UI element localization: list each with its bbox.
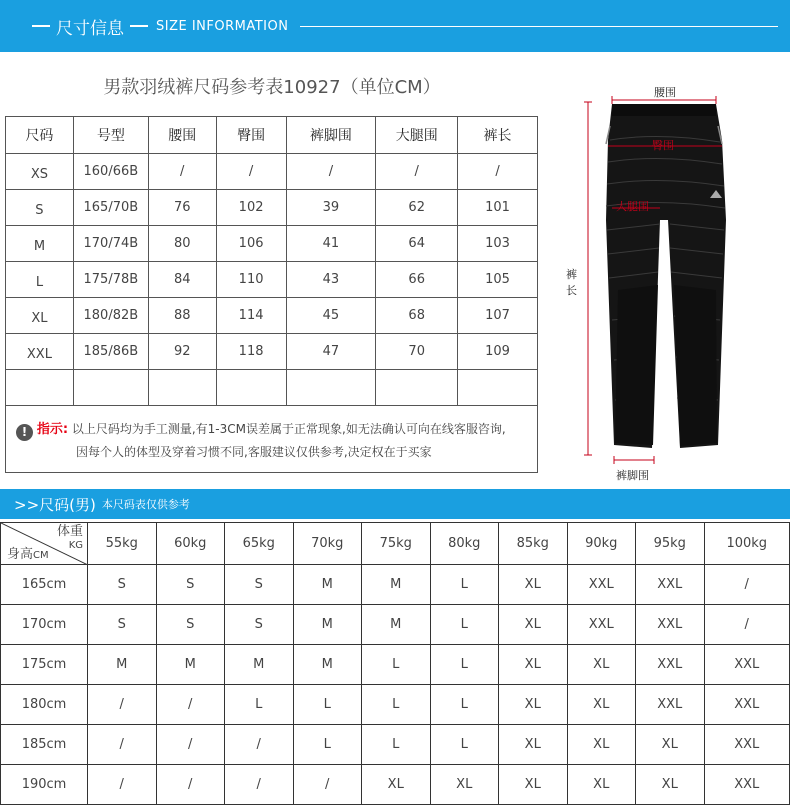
size-chart-cell: 43 xyxy=(286,262,376,298)
size-recommendation-cell: / xyxy=(293,765,362,805)
size-recommendation-cell: M xyxy=(225,645,294,685)
col-header: 臀围 xyxy=(216,117,286,154)
weight-header-cell: 90kg xyxy=(567,523,636,565)
size-recommendation-cell: XL xyxy=(499,725,568,765)
size-recommendation-cell: / xyxy=(88,685,157,725)
col-header: 号型 xyxy=(73,117,148,154)
size-recommendation-cell: S xyxy=(88,605,157,645)
size-recommendation-cell: XL xyxy=(567,725,636,765)
size-chart-cell: 102 xyxy=(216,190,286,226)
size-chart-cell: 70 xyxy=(376,334,458,370)
height-axis-label xyxy=(7,543,49,562)
size-chart-cell: 105 xyxy=(458,262,538,298)
header-dash-mid xyxy=(130,25,148,27)
size-chart-cell: 41 xyxy=(286,226,376,262)
size-recommendation-cell: XXL xyxy=(704,725,790,765)
size-recommendation-cell: XXL xyxy=(704,685,790,725)
size-recommendation-cell: / xyxy=(704,605,790,645)
pants-diagram xyxy=(560,80,788,482)
info-icon: ! xyxy=(16,424,33,441)
male-size-header xyxy=(0,489,790,519)
weight-header-cell: 100kg xyxy=(704,523,790,565)
thigh-label: 大腿围 xyxy=(616,200,649,213)
size-recommendation-cell: XXL xyxy=(567,565,636,605)
weight-header-cell: 80kg xyxy=(430,523,499,565)
note-line-2: 因每个人的体型及穿着习惯不同,客服建议仅供参考,决定权在于买家 xyxy=(76,445,432,459)
height-cell: 185cm xyxy=(1,725,88,765)
size-chart-cell: 165/70B xyxy=(73,190,148,226)
size-chart-cell xyxy=(216,370,286,406)
size-chart-cell: 103 xyxy=(458,226,538,262)
size-recommendation-cell: S xyxy=(156,565,225,605)
height-label: 身高 xyxy=(7,547,34,562)
note-label: 指示: xyxy=(36,422,69,437)
height-row xyxy=(1,565,790,605)
weight-header-row xyxy=(1,523,790,565)
size-chart-cell: 88 xyxy=(148,298,216,334)
size-recommendation-cell: XL xyxy=(430,765,499,805)
height-cell: 165cm xyxy=(1,565,88,605)
size-chart-row xyxy=(6,226,538,262)
size-recommendation-cell: L xyxy=(293,725,362,765)
size-chart-cell: 84 xyxy=(148,262,216,298)
size-recommendation-cell: / xyxy=(88,765,157,805)
height-row xyxy=(1,605,790,645)
size-chart-cell: / xyxy=(376,154,458,190)
size-chart-row xyxy=(6,190,538,226)
header-en-title: SIZE INFORMATION xyxy=(156,18,289,34)
size-recommendation-cell: XL xyxy=(499,565,568,605)
size-recommendation-cell: M xyxy=(362,605,431,645)
measurement-note xyxy=(5,405,538,473)
size-recommendation-cell: XL xyxy=(567,765,636,805)
size-chart-cell: / xyxy=(148,154,216,190)
size-chart-cell: 185/86B xyxy=(73,334,148,370)
size-chart-cell: / xyxy=(286,154,376,190)
size-recommendation-cell: XL xyxy=(499,685,568,725)
hip-label: 臀围 xyxy=(652,139,674,152)
size-recommendation-cell: XXL xyxy=(636,685,705,725)
col-header: 裤长 xyxy=(458,117,538,154)
male-section-subtitle: 本尺码表仅供参考 xyxy=(101,498,190,511)
size-recommendation-cell: XXL xyxy=(636,605,705,645)
size-chart-cell: 64 xyxy=(376,226,458,262)
size-chart-cell: 107 xyxy=(458,298,538,334)
pants-illustration xyxy=(560,80,788,482)
size-chart-cell: 118 xyxy=(216,334,286,370)
size-chart-cell: 80 xyxy=(148,226,216,262)
size-recommendation-cell: L xyxy=(430,685,499,725)
size-chart-cell: 66 xyxy=(376,262,458,298)
height-row xyxy=(1,685,790,725)
size-chart-cell: 101 xyxy=(458,190,538,226)
weight-header-cell: 95kg xyxy=(636,523,705,565)
size-chart-cell xyxy=(148,370,216,406)
note-line-1: 以上尺码均为手工测量,有1-3CM误差属于正常现象,如无法确认可向在线客服咨询, xyxy=(71,422,506,436)
size-recommendation-cell: / xyxy=(88,725,157,765)
size-chart-cell: 170/74B xyxy=(73,226,148,262)
weight-label: 体重 xyxy=(56,524,83,539)
size-recommendation-cell: XL xyxy=(499,605,568,645)
size-recommendation-cell: M xyxy=(362,565,431,605)
header-rule xyxy=(300,26,778,27)
size-recommendation-cell: XL xyxy=(499,645,568,685)
size-recommendation-cell: XL xyxy=(567,685,636,725)
header-cn-title: 尺寸信息 xyxy=(56,18,124,39)
size-chart-cell: / xyxy=(458,154,538,190)
weight-header-cell: 60kg xyxy=(156,523,225,565)
size-chart-cell xyxy=(286,370,376,406)
size-recommendation-cell: / xyxy=(225,725,294,765)
size-chart-cell: 47 xyxy=(286,334,376,370)
size-chart-row xyxy=(6,154,538,190)
size-chart-row xyxy=(6,262,538,298)
hem-label: 裤脚围 xyxy=(616,469,649,482)
col-header: 腰围 xyxy=(148,117,216,154)
size-chart-cell: 92 xyxy=(148,334,216,370)
size-recommendation-cell: S xyxy=(88,565,157,605)
size-recommendation-cell: S xyxy=(156,605,225,645)
col-header: 大腿围 xyxy=(376,117,458,154)
size-recommendation-cell: L xyxy=(293,685,362,725)
size-chart-header-row xyxy=(6,117,538,154)
size-chart-cell: 68 xyxy=(376,298,458,334)
size-recommendation-cell: M xyxy=(293,565,362,605)
weight-header-cell: 75kg xyxy=(362,523,431,565)
size-chart-cell: S xyxy=(6,190,74,226)
size-chart-cell: XS xyxy=(6,154,74,190)
size-recommendation-cell: XXL xyxy=(636,645,705,685)
header-dash-left xyxy=(32,25,50,27)
size-chart-cell: 45 xyxy=(286,298,376,334)
size-recommendation-cell: / xyxy=(156,685,225,725)
size-chart-title: 男款羽绒裤尺码参考表10927（单位CM） xyxy=(103,77,441,98)
size-chart-cell: 175/78B xyxy=(73,262,148,298)
male-section-title: >>尺码(男) xyxy=(14,495,96,514)
size-chart-cell xyxy=(458,370,538,406)
height-row xyxy=(1,765,790,805)
size-recommendation-cell: L xyxy=(430,565,499,605)
size-recommendation-cell: / xyxy=(156,725,225,765)
size-chart-cell: L xyxy=(6,262,74,298)
waist-label: 腰围 xyxy=(654,86,676,99)
size-chart-cell: 160/66B xyxy=(73,154,148,190)
size-recommendation-cell: XL xyxy=(499,765,568,805)
size-recommendation-cell: XXL xyxy=(567,605,636,645)
size-recommendation-cell: XL xyxy=(567,645,636,685)
height-row xyxy=(1,645,790,685)
size-chart-cell: 109 xyxy=(458,334,538,370)
size-recommendation-cell: M xyxy=(88,645,157,685)
col-header: 裤脚围 xyxy=(286,117,376,154)
size-recommendation-cell: S xyxy=(225,565,294,605)
size-chart-cell: 114 xyxy=(216,298,286,334)
size-recommendation-cell: L xyxy=(430,605,499,645)
size-recommendation-cell: XL xyxy=(362,765,431,805)
weight-axis-label xyxy=(57,525,83,553)
weight-header-cell: 85kg xyxy=(499,523,568,565)
size-chart-cell xyxy=(73,370,148,406)
size-chart-cell: 110 xyxy=(216,262,286,298)
size-recommendation-cell: L xyxy=(430,725,499,765)
size-info-header xyxy=(0,0,790,52)
size-chart-cell: 106 xyxy=(216,226,286,262)
size-recommendation-cell: L xyxy=(430,645,499,685)
height-weight-corner xyxy=(1,523,88,565)
height-unit: CM xyxy=(33,550,49,561)
size-recommendation-cell: XL xyxy=(636,765,705,805)
height-cell: 180cm xyxy=(1,685,88,725)
size-chart-cell: 180/82B xyxy=(73,298,148,334)
size-recommendation-cell: XXL xyxy=(636,565,705,605)
size-chart-cell: XL xyxy=(6,298,74,334)
size-recommendation-cell: / xyxy=(156,765,225,805)
weight-header-cell: 70kg xyxy=(293,523,362,565)
size-chart-cell: 39 xyxy=(286,190,376,226)
size-recommendation-cell: M xyxy=(156,645,225,685)
size-recommendation-cell: S xyxy=(225,605,294,645)
height-cell: 175cm xyxy=(1,645,88,685)
size-recommendation-cell: L xyxy=(362,685,431,725)
col-header: 尺码 xyxy=(6,117,74,154)
length-label-2: 长 xyxy=(566,284,577,297)
size-chart-row xyxy=(6,334,538,370)
height-row xyxy=(1,725,790,765)
size-chart-row xyxy=(6,370,538,406)
size-chart-cell: XXL xyxy=(6,334,74,370)
height-cell: 170cm xyxy=(1,605,88,645)
height-cell: 190cm xyxy=(1,765,88,805)
size-recommendation-cell: XXL xyxy=(704,765,790,805)
size-chart-cell: 62 xyxy=(376,190,458,226)
weight-unit: KG xyxy=(68,540,83,551)
size-recommendation-cell: / xyxy=(225,765,294,805)
size-chart-table xyxy=(5,116,538,406)
size-recommendation-cell: / xyxy=(704,565,790,605)
size-recommendation-cell: M xyxy=(293,645,362,685)
weight-header-cell: 55kg xyxy=(88,523,157,565)
size-chart-cell: / xyxy=(216,154,286,190)
size-chart-cell: 76 xyxy=(148,190,216,226)
size-chart-row xyxy=(6,298,538,334)
size-recommendation-cell: L xyxy=(362,725,431,765)
size-chart-cell xyxy=(376,370,458,406)
size-chart-cell: M xyxy=(6,226,74,262)
height-weight-table xyxy=(0,522,790,805)
size-recommendation-cell: L xyxy=(225,685,294,725)
weight-header-cell: 65kg xyxy=(225,523,294,565)
size-recommendation-cell: XXL xyxy=(704,645,790,685)
size-recommendation-cell: L xyxy=(362,645,431,685)
size-recommendation-cell: M xyxy=(293,605,362,645)
size-chart-cell xyxy=(6,370,74,406)
size-recommendation-cell: XL xyxy=(636,725,705,765)
length-label-1: 裤 xyxy=(566,268,577,281)
